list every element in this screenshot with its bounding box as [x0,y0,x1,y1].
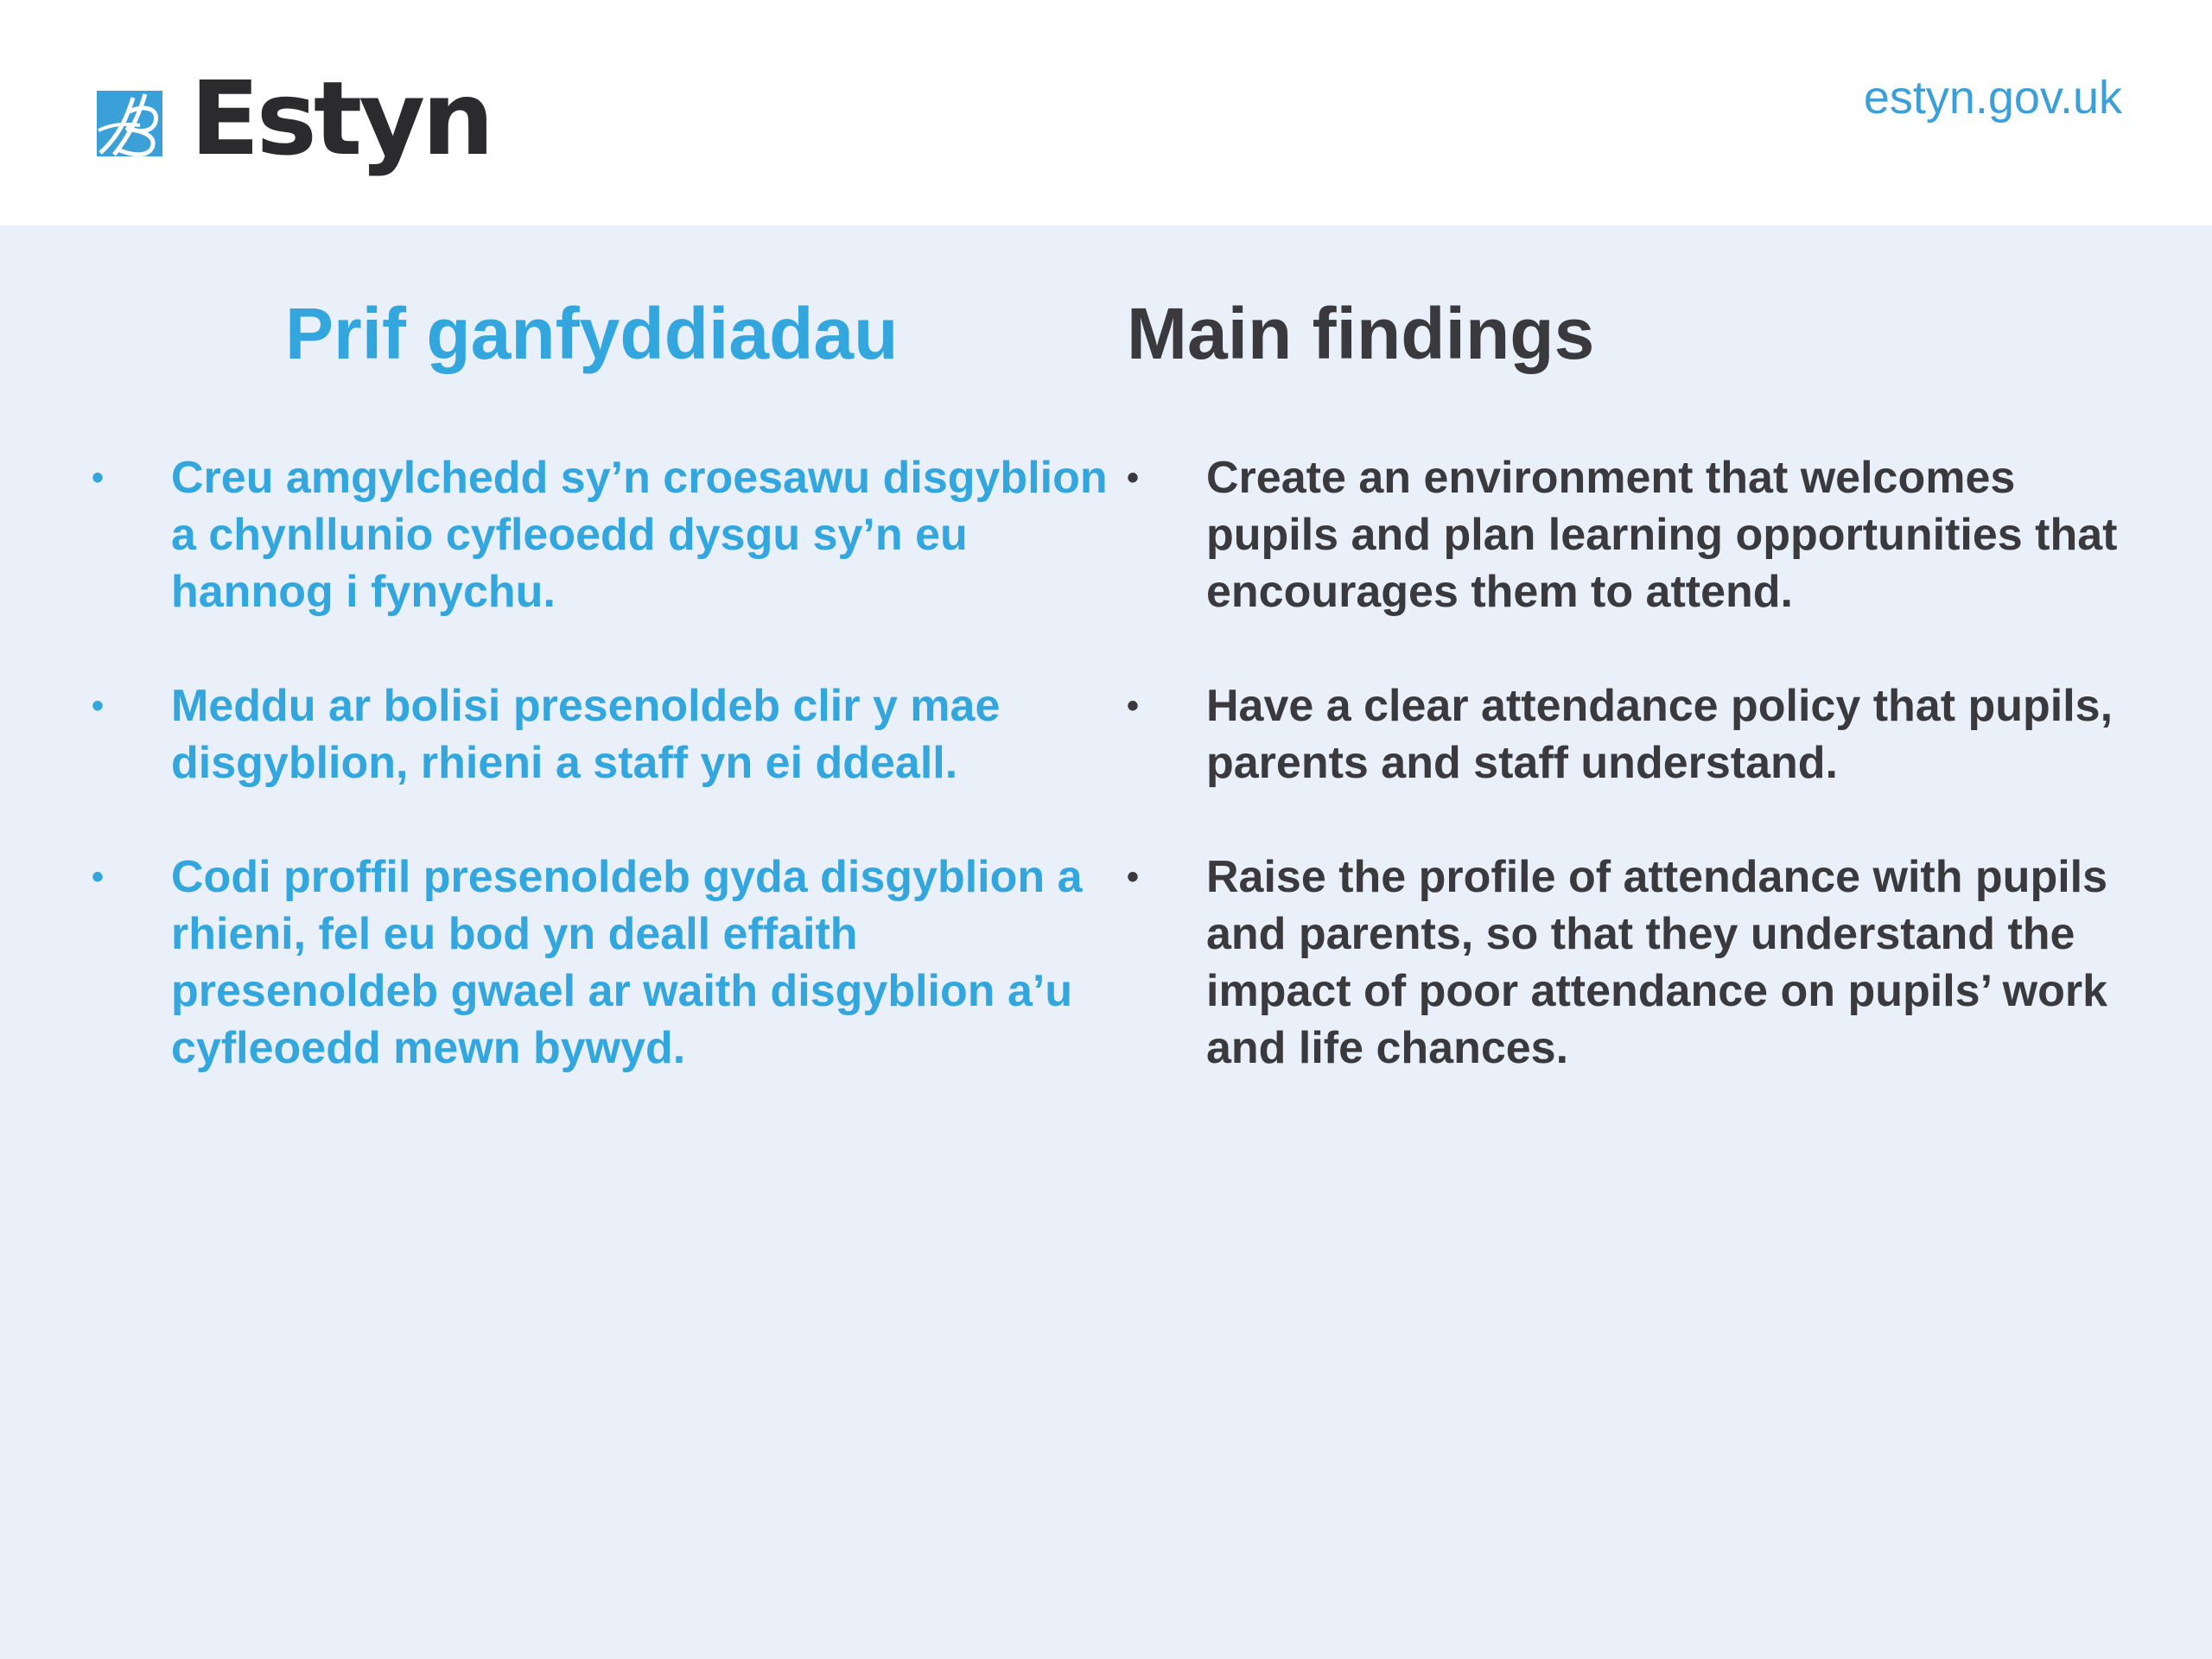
english-finding-text: Raise the profile of attendance with pupils and parents, so that they understand the impact of poor attendance on pupils’ work and life chances. [1206,852,2108,1073]
welsh-finding-text: Codi proffil presenoldeb gyda disgyblion a rhieni, fel eu bod yn deall effaith presenoldeb gwael ar waith disgyblion a’u cyfleoedd mewn bywyd. [171,852,1083,1073]
welsh-finding-item [86,449,1115,620]
estyn-logo-icon [92,86,168,162]
welsh-finding-item [86,849,1115,1077]
english-finding-text: Create an environment that welcomes pupils and plan learning opportunities that encourages them to attend. [1206,453,2118,617]
welsh-finding-item [86,677,1115,791]
welsh-findings-list [86,449,1115,1077]
bullet-icon: • [92,687,105,725]
bullet-icon: • [1127,858,1140,896]
welsh-column [86,293,1115,1134]
english-finding-item [1122,849,2141,1077]
welsh-title: Prif ganfyddiadau [285,293,899,374]
site-url-link[interactable]: estyn.gov.uk [1863,72,2122,124]
english-title: Main findings [1127,293,1595,374]
english-finding-text: Have a clear attendance policy that pupils, parents and staff understand. [1206,681,2113,788]
logo-wordmark: Estyn [190,59,492,178]
english-findings-list [1122,449,2141,1077]
english-finding-item [1122,449,2141,620]
bullet-icon: • [92,858,105,896]
header-bar [0,0,2212,226]
bullet-icon: • [1127,459,1140,497]
welsh-finding-text: Creu amgylchedd sy’n croesawu disgyblion a chynllunio cyfleoedd dysgu sy’n eu hannog i fynychu. [171,453,1108,617]
english-finding-item [1122,677,2141,791]
estyn-logo [92,59,492,178]
welsh-finding-text: Meddu ar bolisi presenoldeb clir y mae disgyblion, rhieni a staff yn ei ddeall. [171,681,1001,788]
bullet-icon: • [92,459,105,497]
bullet-icon: • [1127,687,1140,725]
english-column [1122,293,2141,1134]
